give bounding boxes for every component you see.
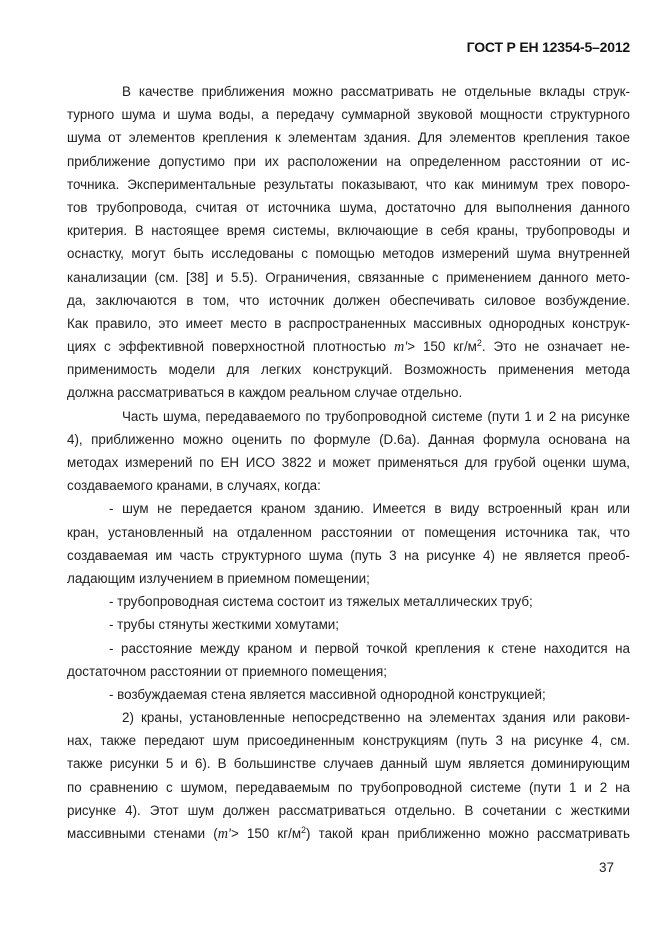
- text-run: циях с эффективной поверхностной плотностью: [67, 339, 394, 355]
- text-run: критерия. В настоящее время системы, включающие в себя краны, трубопроводы и: [67, 223, 630, 239]
- text-run: > 150 кг/м: [230, 826, 302, 841]
- text-run: массивными стенами (: [67, 826, 218, 841]
- text-line: [67, 150, 630, 173]
- text-line: [67, 521, 630, 544]
- text-run: точника. Экспериментальные результаты показывают, что как минимум трех поворо-: [67, 176, 630, 192]
- superscript: 2: [301, 825, 307, 835]
- text-run: нах, также передают шум присоединенным конструкциям (путь 3 на рисунке 4, см.: [67, 733, 630, 749]
- text-run: . Это не означает не-: [481, 339, 630, 355]
- text-line: [67, 126, 630, 149]
- text-run: - расстояние между краном и первой точкой крепления к стене находится на: [109, 640, 630, 656]
- text-line: [67, 497, 630, 520]
- text-line: [67, 729, 630, 752]
- superscript: 2: [476, 338, 482, 349]
- text-line: [67, 799, 630, 822]
- text-line: [67, 103, 630, 126]
- text-line: [67, 381, 630, 404]
- text-line: [67, 637, 630, 660]
- text-line: [67, 544, 630, 567]
- math-symbol: m': [217, 826, 231, 842]
- text-run: рисунке 4). Этот шум должен рассматриваться отдельно. В сочетании с жесткими: [67, 802, 630, 818]
- text-line: [67, 405, 630, 428]
- text-run: по сравнению с шумом, передаваемым по трубопроводной системе (пути 1 и 2 на: [67, 779, 630, 795]
- text-run: методах измерений по ЕН ИСО 3822 и может применяться для грубой оценки шума,: [67, 455, 630, 470]
- text-line: [67, 683, 630, 706]
- text-run: достаточном расстоянии от приемного помещения;: [67, 663, 387, 679]
- text-line: [67, 196, 630, 219]
- text-run: создаваемая им часть структурного шума (путь 3 на рисунке 4) не является преоб-: [67, 547, 630, 563]
- text-run: - трубопроводная система состоит из тяжелых металлических труб;: [109, 594, 533, 610]
- list-item: [67, 683, 630, 706]
- text-line: [67, 335, 630, 358]
- text-run: Часть шума, передаваемого по трубопроводной системе (пути 1 и 2 на рисунке: [122, 408, 630, 424]
- document-body: [67, 80, 630, 845]
- text-run: должна рассматриваться в каждом реальном случае отдельно.: [67, 385, 463, 401]
- text-line: [67, 428, 630, 451]
- text-run: - возбуждаемая стена является массивной однородной конструкцией;: [109, 686, 546, 702]
- text-line: [67, 613, 630, 636]
- text-run: В качестве приближения можно рассматривать не отдельные вклады струк-: [122, 84, 630, 99]
- text-run: применимость модели для легких конструкций. Возможность применения метода: [67, 362, 630, 378]
- text-line: [67, 590, 630, 613]
- math-symbol: m': [393, 339, 408, 356]
- list-item: [67, 497, 630, 590]
- text-run: да, заключаются в том, что источник должен обеспечивать силовое возбуждение.: [67, 292, 630, 308]
- text-run: турного шума и шума воды, а передачу суммарной звуковой мощности структурного: [67, 107, 630, 123]
- text-line: [67, 80, 630, 103]
- text-run: оснастку, могут быть исследованы с помощью методов измерений шума внутренней: [67, 246, 630, 262]
- text-line: [67, 474, 630, 497]
- text-line: [67, 752, 630, 775]
- text-run: кран, установленный на отдаленном расстоянии от помещения источника так, что: [67, 524, 630, 540]
- text-run: > 150 кг/м: [407, 339, 477, 355]
- text-line: [67, 219, 630, 242]
- text-line: [67, 567, 630, 590]
- text-run: приближение допустимо при их расположении на определенном расстоянии от ис-: [67, 153, 630, 169]
- text-run: канализации (см. [38] и 5.5). Ограничения, связанные с применением данного мето-: [67, 269, 630, 285]
- text-run: тов трубопровода, считая от источника шума, достаточно для выполнения данного: [67, 199, 630, 215]
- text-run: ладающим излучением в приемном помещении;: [67, 570, 370, 586]
- text-line: [67, 822, 630, 845]
- page-number: 37: [598, 860, 614, 875]
- text-line: [67, 451, 630, 474]
- text-line: [67, 173, 630, 196]
- text-run: 2) краны, установленные непосредственно на элементах здания или ракови-: [122, 710, 630, 726]
- paragraph: [67, 706, 630, 845]
- paragraph: [67, 80, 630, 405]
- text-line: [67, 660, 630, 683]
- text-run: 4), приближенно можно оценить по формуле (D.6a). Данная формула основана на: [67, 431, 630, 447]
- text-run: ) такой кран приближенно можно рассматривать: [306, 826, 630, 841]
- text-line: [67, 776, 630, 799]
- text-line: [67, 358, 630, 381]
- text-run: также рисунки 5 и 6). В большинстве случаев данный шум является доминирующим: [67, 756, 630, 772]
- list-item: [67, 637, 630, 683]
- document-header: ГОСТ Р ЕН 12354-5–2012: [466, 39, 630, 55]
- list-item: [67, 590, 630, 613]
- text-line: [67, 242, 630, 265]
- text-line: [67, 312, 630, 335]
- text-run: шума от элементов крепления к элементам здания. Для элементов крепления такое: [67, 130, 630, 146]
- text-run: создаваемого кранами, в случаях, когда:: [67, 478, 321, 494]
- text-line: [67, 266, 630, 289]
- list-item: [67, 613, 630, 636]
- text-line: [67, 706, 630, 729]
- text-run: Как правило, это имеет место в распространенных массивных однородных конструк-: [67, 315, 630, 331]
- text-run: - шум не передается краном зданию. Имеется в виду встроенный кран или: [109, 501, 630, 517]
- text-run: - трубы стянуты жесткими хомутами;: [109, 617, 339, 633]
- text-line: [67, 289, 630, 312]
- paragraph: [67, 405, 630, 498]
